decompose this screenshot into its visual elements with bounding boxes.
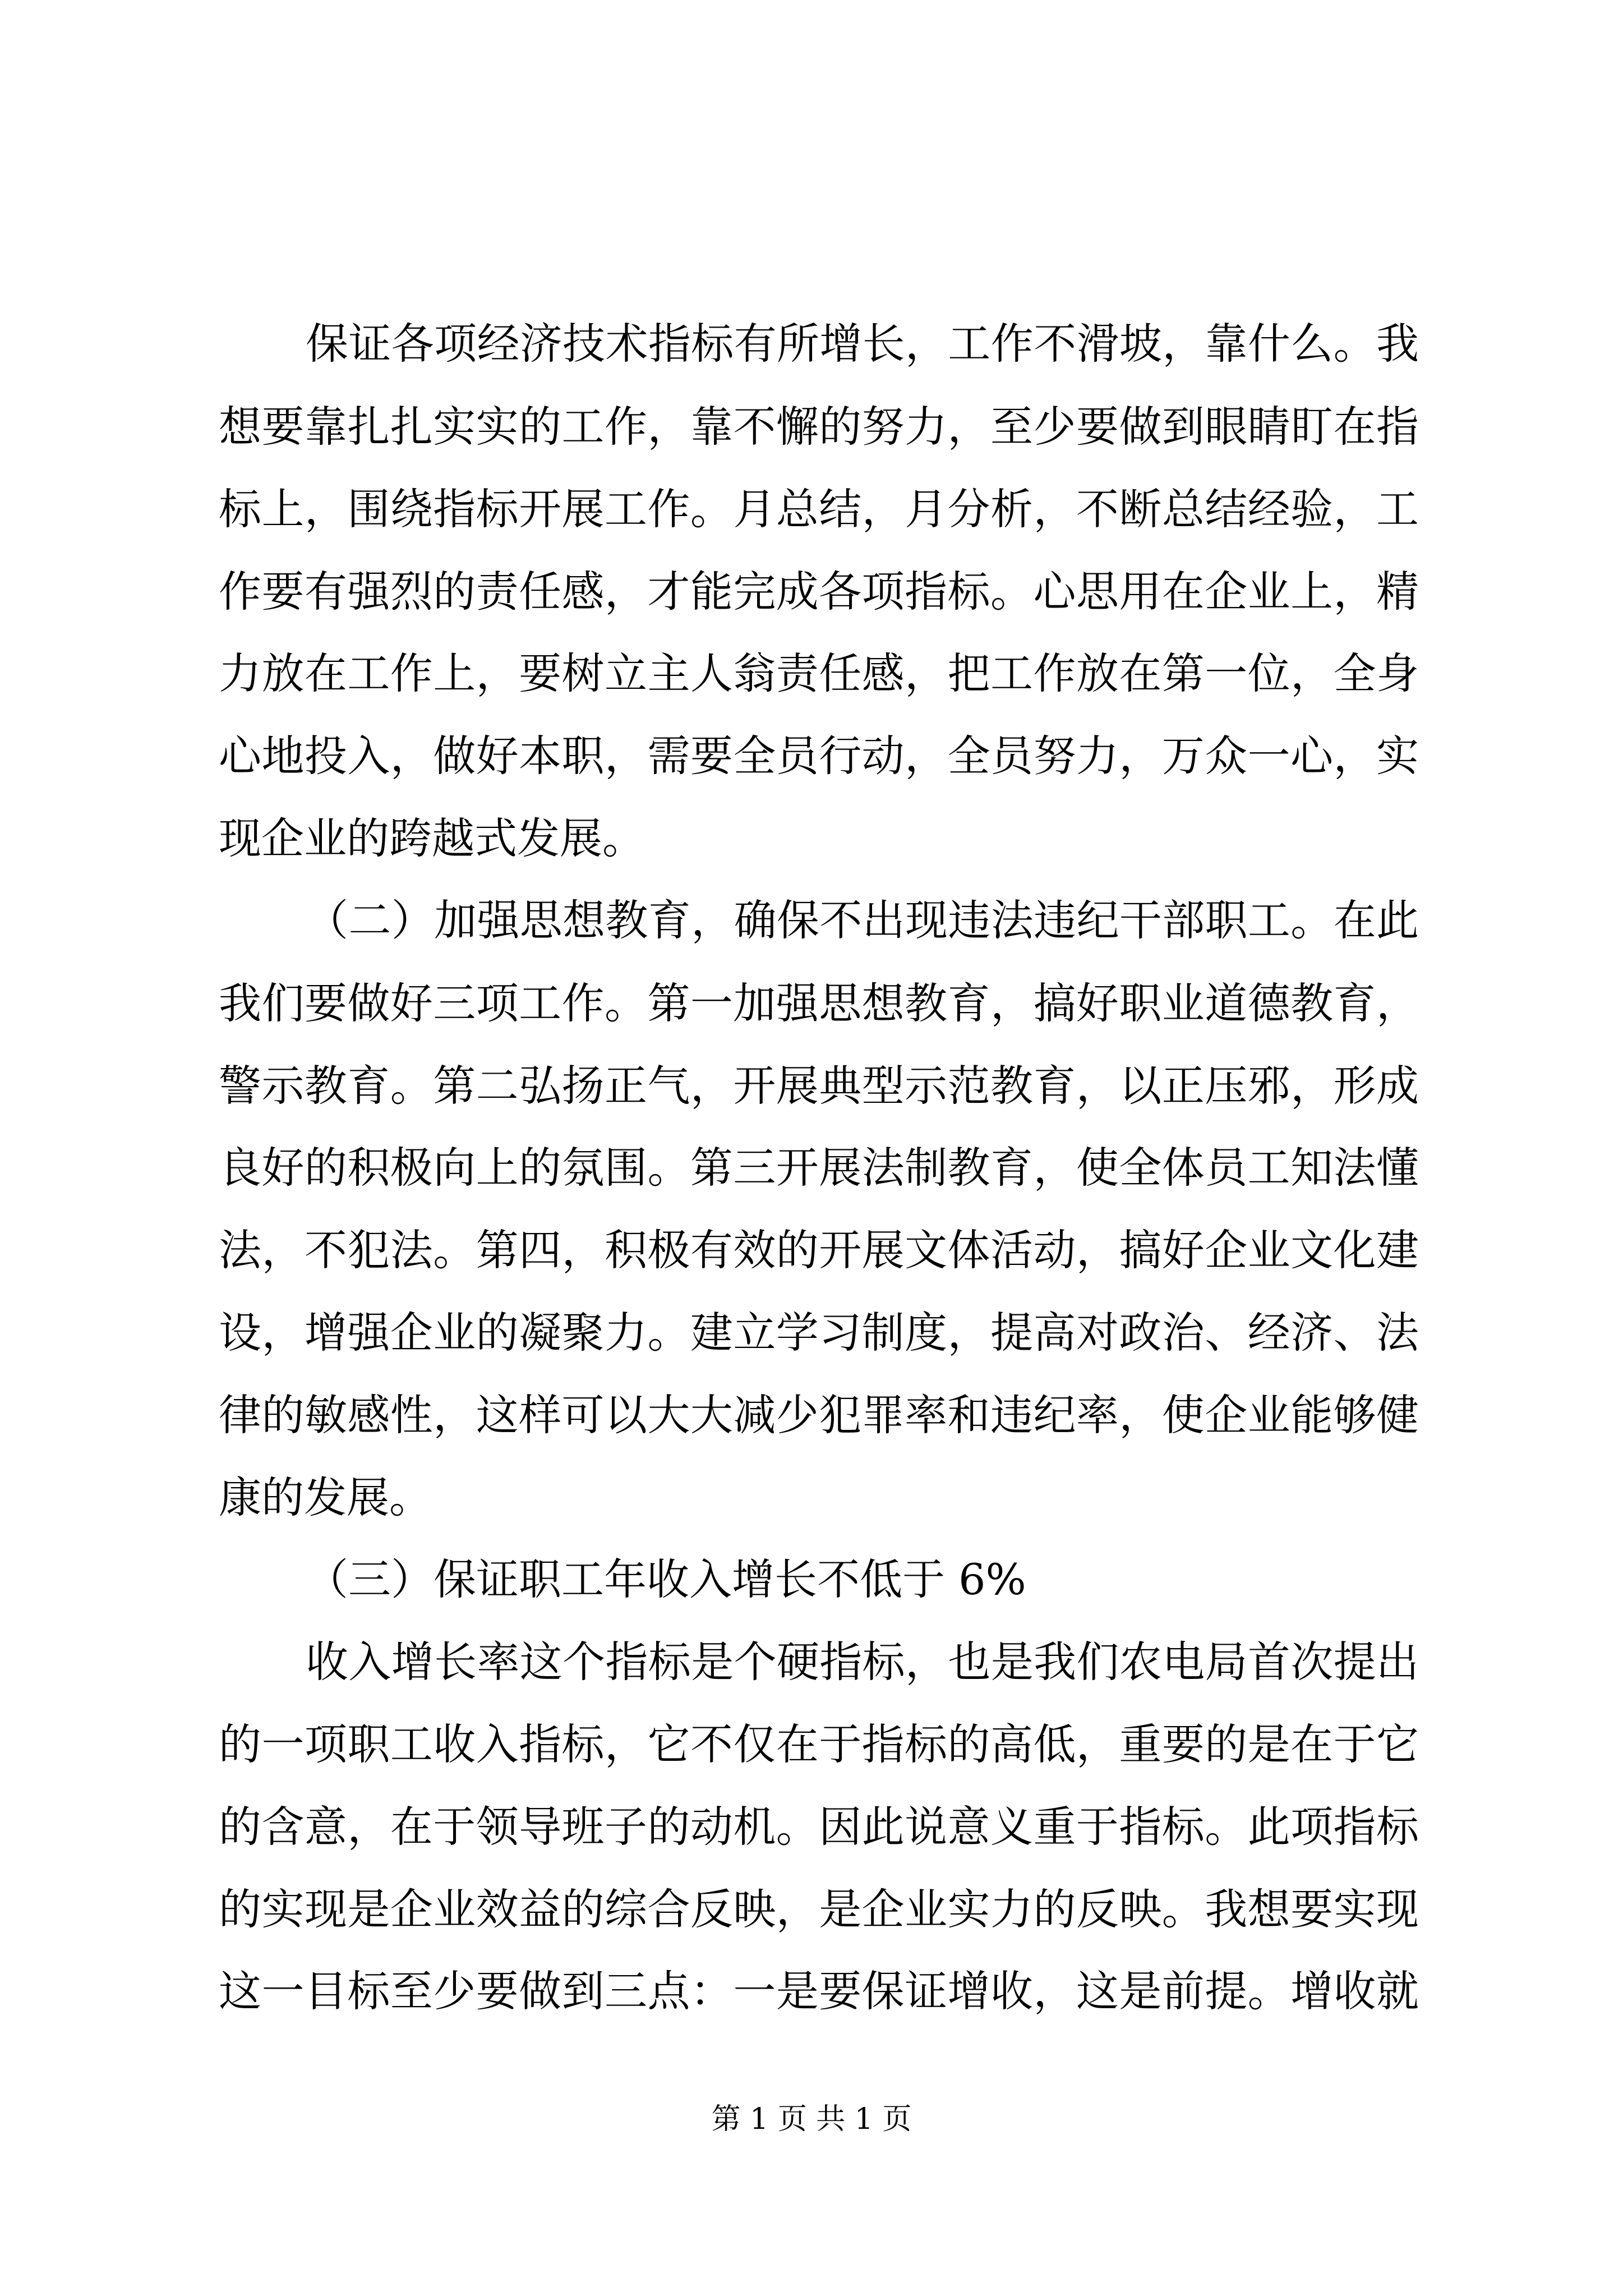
paragraph-1-line-4: 作要有强烈的责任感，才能完成各项指标。心思用在企业上，精 <box>219 567 1419 616</box>
paragraph-1-line-2: 想要靠扎扎实实的工作，靠不懈的努力，至少要做到眼睛盯在指 <box>219 402 1419 452</box>
paragraph-1-line-7: 现企业的跨越式发展。 <box>219 813 645 863</box>
paragraph-2-line-3: 警示教育。第二弘扬正气，开展典型示范教育，以正压邪，形成 <box>219 1061 1419 1111</box>
paragraph-3-line-4: 的实现是企业效益的综合反映，是企业实力的反映。我想要实现 <box>219 1884 1419 1934</box>
paragraph-2-line-7: 律的敏感性，这样可以大大减少犯罪率和违纪率，使企业能够健 <box>219 1390 1419 1440</box>
paragraph-1-line-3: 标上，围绕指标开展工作。月总结，月分析，不断总结经验，工 <box>219 484 1419 534</box>
paragraph-1-line-5: 力放在工作上，要树立主人翁责任感，把工作放在第一位，全身 <box>219 648 1419 698</box>
page-number-footer: 第 1 页 共 1 页 <box>711 2102 912 2136</box>
paragraph-3-line-3: 的含意，在于领导班子的动机。因此说意义重于指标。此项指标 <box>219 1802 1419 1852</box>
paragraph-1-line-1: 保证各项经济技术指标有所增长，工作不滑坡，靠什么。我 <box>306 319 1419 369</box>
paragraph-2-line-6: 设，增强企业的凝聚力。建立学习制度，提高对政治、经济、法 <box>219 1308 1419 1358</box>
paragraph-3-line-1: 收入增长率这个指标是个硬指标，也是我们农电局首次提出 <box>306 1637 1419 1687</box>
paragraph-2-line-1: （二）加强思想教育，确保不出现违法违纪干部职工。在此 <box>306 895 1419 945</box>
paragraph-3-line-2: 的一项职工收入指标，它不仅在于指标的高低，重要的是在于它 <box>219 1719 1419 1769</box>
paragraph-2-line-2: 我们要做好三项工作。第一加强思想教育，搞好职业道德教育， <box>219 978 1419 1028</box>
paragraph-1-line-6: 心地投入，做好本职，需要全员行动，全员努力，万众一心，实 <box>219 731 1419 781</box>
paragraph-2-line-5: 法，不犯法。第四，积极有效的开展文体活动，搞好企业文化建 <box>219 1225 1419 1275</box>
paragraph-2-line-8: 康的发展。 <box>219 1473 432 1522</box>
paragraph-3-line-5: 这一目标至少要做到三点：一是要保证增收，这是前提。增收就 <box>219 1966 1419 2016</box>
paragraph-2-line-4: 良好的积极向上的氛围。第三开展法制教育，使全体员工知法懂 <box>219 1143 1419 1193</box>
section-heading-3: （三）保证职工年收入增长不低于 6% <box>306 1554 1026 1604</box>
